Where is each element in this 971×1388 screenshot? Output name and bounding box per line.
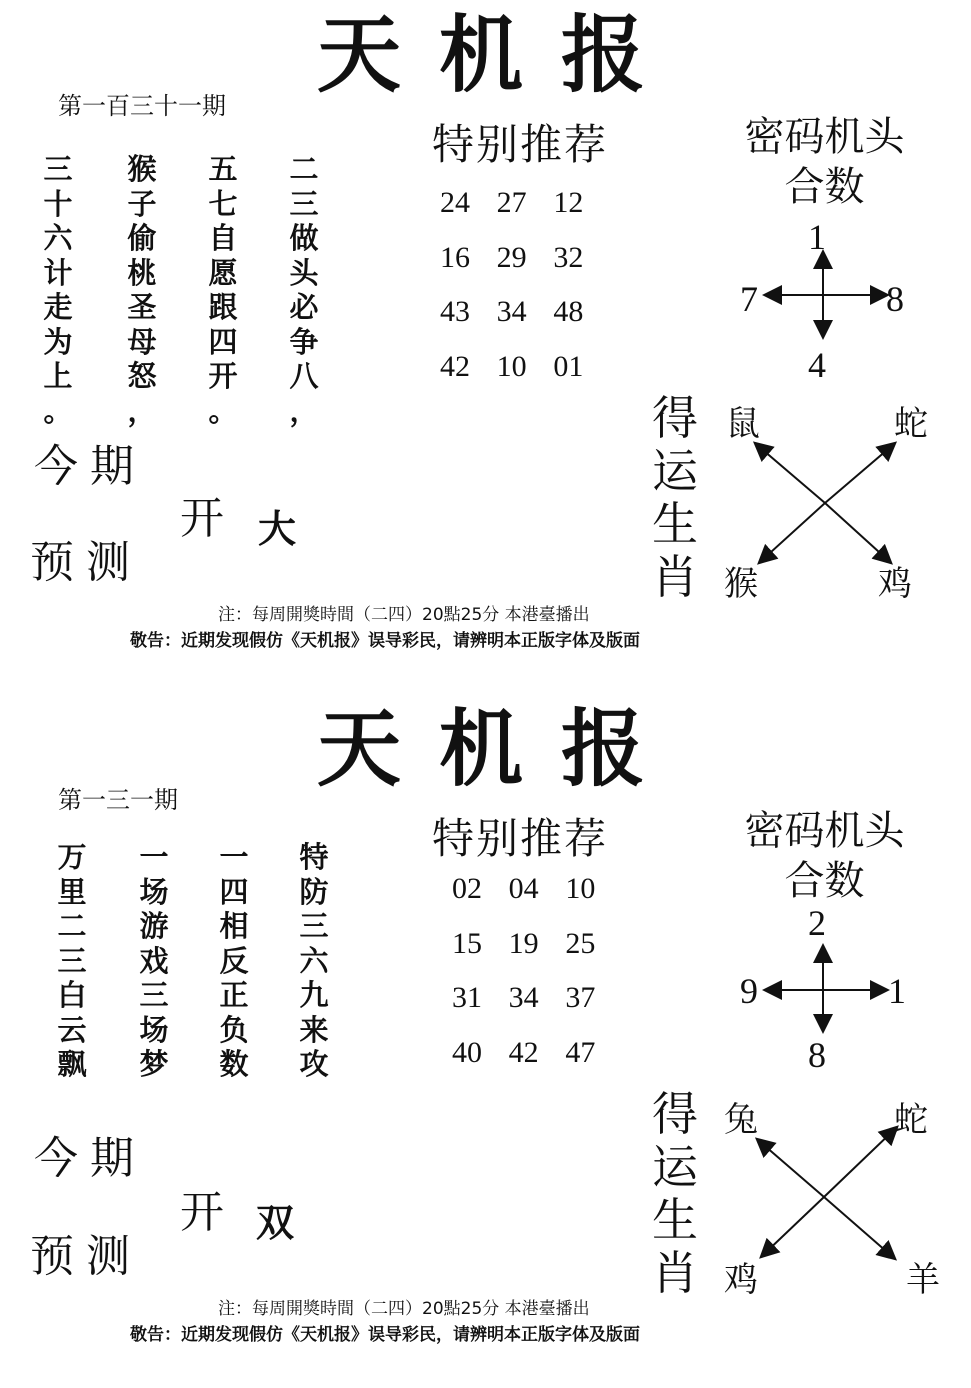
poem-char: 八 <box>289 359 319 393</box>
poem-char: 二 <box>57 909 87 943</box>
poem-column-3 <box>203 152 243 428</box>
number-row <box>440 176 610 231</box>
poem-char: 十 <box>43 186 73 221</box>
poem-char: 争 <box>289 324 319 359</box>
poem-char: 子 <box>127 186 157 221</box>
poem-char: 四 <box>208 324 238 359</box>
poem-char: 相 <box>219 909 249 943</box>
forecast-kai: 开 <box>180 1187 224 1238</box>
poem-char: 头 <box>289 255 319 290</box>
issue-number: 第一百三十一期 <box>58 92 226 120</box>
zodiac-bottom-left: 猴 <box>724 564 758 604</box>
number-cell: 01 <box>553 349 584 383</box>
forecast-jinqi: 今期 <box>34 441 146 492</box>
number-row <box>452 917 622 972</box>
poem-char: 正 <box>219 978 249 1012</box>
poem-char: 五 <box>208 152 238 186</box>
number-row <box>452 971 622 1026</box>
poem-char: ， <box>127 393 157 428</box>
deyun-char: 运 <box>652 444 698 498</box>
poem-char: 六 <box>299 943 329 978</box>
number-cell: 24 <box>440 186 470 220</box>
number-cell: 25 <box>565 926 596 960</box>
poem-char: 三 <box>43 152 73 186</box>
poem-char: 六 <box>43 221 73 255</box>
poem-char: 圣 <box>127 290 157 324</box>
poem-char: 九 <box>299 978 329 1012</box>
special-recommend-title: 特别推荐 <box>432 120 609 169</box>
poem-char: 负 <box>219 1012 249 1047</box>
poem-char: 偷 <box>127 221 157 255</box>
number-cell: 47 <box>565 1035 596 1069</box>
poem-char: 万 <box>57 840 87 874</box>
number-cell: 48 <box>553 295 584 329</box>
deyun-x-arrows <box>750 438 900 568</box>
forecast-yuce: 预测 <box>30 1231 142 1282</box>
deyun-char: 得 <box>652 1087 698 1141</box>
mima-title <box>722 806 927 906</box>
mima-left-number: 7 <box>740 279 758 319</box>
number-cell: 43 <box>440 295 470 329</box>
poem-char: 。 <box>208 393 238 428</box>
poem-char: 防 <box>299 874 329 909</box>
poem-column-3 <box>214 840 254 1082</box>
number-cell: 37 <box>565 981 596 1015</box>
zodiac-top-right: 蛇 <box>894 404 928 444</box>
poem-char: 跟 <box>208 290 238 324</box>
zodiac-bottom-left: 鸡 <box>724 1260 758 1300</box>
number-cell: 42 <box>440 349 470 383</box>
mima-right-number: 1 <box>888 971 906 1011</box>
mima-title-line2: 合数 <box>784 858 865 904</box>
zodiac-top-left: 兔 <box>724 1100 758 1140</box>
mima-title-line1: 密码机头 <box>744 114 905 160</box>
masthead-title: 天机报 <box>316 6 683 104</box>
deyun-x-arrows <box>752 1134 902 1264</box>
poem-char: 怒 <box>127 359 157 393</box>
deyun-char: 生 <box>652 497 698 551</box>
newspaper-panel-2 <box>0 694 971 1388</box>
special-recommend-numbers <box>452 862 622 1080</box>
poem-char: 猴 <box>127 152 157 186</box>
zodiac-bottom-right: 鸡 <box>878 564 912 604</box>
number-cell: 29 <box>496 240 527 274</box>
forecast-result: 双 <box>256 1201 295 1245</box>
poem-char: 必 <box>289 290 319 324</box>
poem-char: 来 <box>299 1012 329 1047</box>
forecast-yuce: 预测 <box>30 537 142 588</box>
deyun-label <box>652 1088 698 1300</box>
deyun-char: 肖 <box>652 1246 698 1300</box>
counterfeit-warning: 敬告：近期发现假仿《天机报》误导彩民，请辨明本正版字体及版面 <box>130 1325 640 1345</box>
poem-char: 四 <box>219 874 249 909</box>
poem-char: 里 <box>57 874 87 909</box>
poem-char: 为 <box>43 324 73 359</box>
number-cell: 16 <box>440 240 470 274</box>
mima-cross-arrows <box>760 250 890 340</box>
poem-char: 计 <box>43 255 73 290</box>
poem-column-2 <box>134 840 174 1082</box>
mima-title-line1: 密码机头 <box>744 808 905 854</box>
poem-char: 梦 <box>139 1047 169 1081</box>
number-cell: 42 <box>508 1035 539 1069</box>
poem-column-1 <box>52 840 92 1082</box>
number-row <box>440 231 610 286</box>
poem-char: 飘 <box>57 1047 87 1081</box>
poem-char: 三 <box>289 186 319 221</box>
poem-char: 。 <box>43 393 73 428</box>
number-cell: 12 <box>553 186 584 220</box>
number-row <box>452 862 622 917</box>
poem-char: ， <box>289 393 319 428</box>
poem-column-4 <box>284 152 324 428</box>
forecast-jinqi: 今期 <box>34 1133 146 1184</box>
poem-char: 做 <box>289 221 319 255</box>
poem-char: 三 <box>299 909 329 943</box>
poem-char: 桃 <box>127 255 157 290</box>
poem-char: 三 <box>139 978 169 1012</box>
mima-cross-arrows <box>760 944 890 1034</box>
poem-char: 开 <box>208 359 238 393</box>
number-cell: 27 <box>496 186 527 220</box>
deyun-char: 生 <box>652 1193 698 1247</box>
poem-char: 七 <box>208 186 238 221</box>
number-cell: 10 <box>496 349 527 383</box>
poem-char: 反 <box>219 943 249 978</box>
poem-char: 三 <box>57 943 87 978</box>
number-row <box>440 340 610 395</box>
zodiac-top-left: 鼠 <box>726 404 760 444</box>
zodiac-bottom-right: 羊 <box>906 1260 940 1300</box>
number-cell: 34 <box>496 295 527 329</box>
broadcast-note: 注：每周開獎時間（二四）20點25分 本港臺播出 <box>218 1299 590 1319</box>
poem-column-2 <box>122 152 162 428</box>
number-cell: 40 <box>452 1035 482 1069</box>
number-cell: 31 <box>452 981 482 1015</box>
poem-column-1 <box>38 152 78 428</box>
mima-bottom-number: 8 <box>808 1035 826 1075</box>
poem-char: 攻 <box>299 1047 329 1081</box>
poem-char: 二 <box>289 152 319 186</box>
counterfeit-warning: 敬告：近期发现假仿《天机报》误导彩民，请辨明本正版字体及版面 <box>130 631 640 651</box>
mima-title <box>722 112 927 212</box>
mima-top-number: 2 <box>808 903 826 943</box>
poem-char: 数 <box>219 1047 249 1081</box>
number-cell: 02 <box>452 872 482 906</box>
mima-right-number: 8 <box>886 279 904 319</box>
special-recommend-numbers <box>440 176 610 394</box>
special-recommend-title: 特别推荐 <box>432 814 609 863</box>
masthead-title: 天机报 <box>316 700 683 798</box>
number-cell: 04 <box>508 872 539 906</box>
number-row <box>452 1026 622 1081</box>
poem-char: 特 <box>299 840 329 874</box>
poem-char: 自 <box>208 221 238 255</box>
poem-char: 一 <box>219 840 249 874</box>
number-cell: 15 <box>452 926 482 960</box>
zodiac-top-right: 蛇 <box>894 1100 928 1140</box>
poem-char: 场 <box>139 1012 169 1047</box>
number-cell: 32 <box>553 240 584 274</box>
number-cell: 34 <box>508 981 539 1015</box>
number-cell: 10 <box>565 872 596 906</box>
poem-char: 走 <box>43 290 73 324</box>
deyun-label <box>652 392 698 604</box>
mima-bottom-number: 4 <box>808 345 826 385</box>
poem-column-4 <box>294 840 334 1082</box>
deyun-char: 肖 <box>652 550 698 604</box>
poem-char: 戏 <box>139 943 169 978</box>
poem-char: 场 <box>139 874 169 909</box>
broadcast-note: 注：每周開獎時間（二四）20點25分 本港臺播出 <box>218 605 590 625</box>
number-row <box>440 285 610 340</box>
mima-top-number: 1 <box>808 217 826 257</box>
poem-char: 上 <box>43 359 73 393</box>
issue-number: 第一三一期 <box>58 786 178 814</box>
forecast-result: 大 <box>258 507 297 551</box>
poem-char: 一 <box>139 840 169 874</box>
forecast-kai: 开 <box>180 493 224 544</box>
deyun-char: 得 <box>652 391 698 445</box>
poem-char: 白 <box>57 978 87 1012</box>
poem-char: 游 <box>139 909 169 943</box>
deyun-char: 运 <box>652 1140 698 1194</box>
number-cell: 19 <box>508 926 539 960</box>
poem-char: 母 <box>127 324 157 359</box>
poem-char: 愿 <box>208 255 238 290</box>
poem-char: 云 <box>57 1012 87 1047</box>
mima-left-number: 9 <box>740 971 758 1011</box>
mima-title-line2: 合数 <box>784 164 865 210</box>
